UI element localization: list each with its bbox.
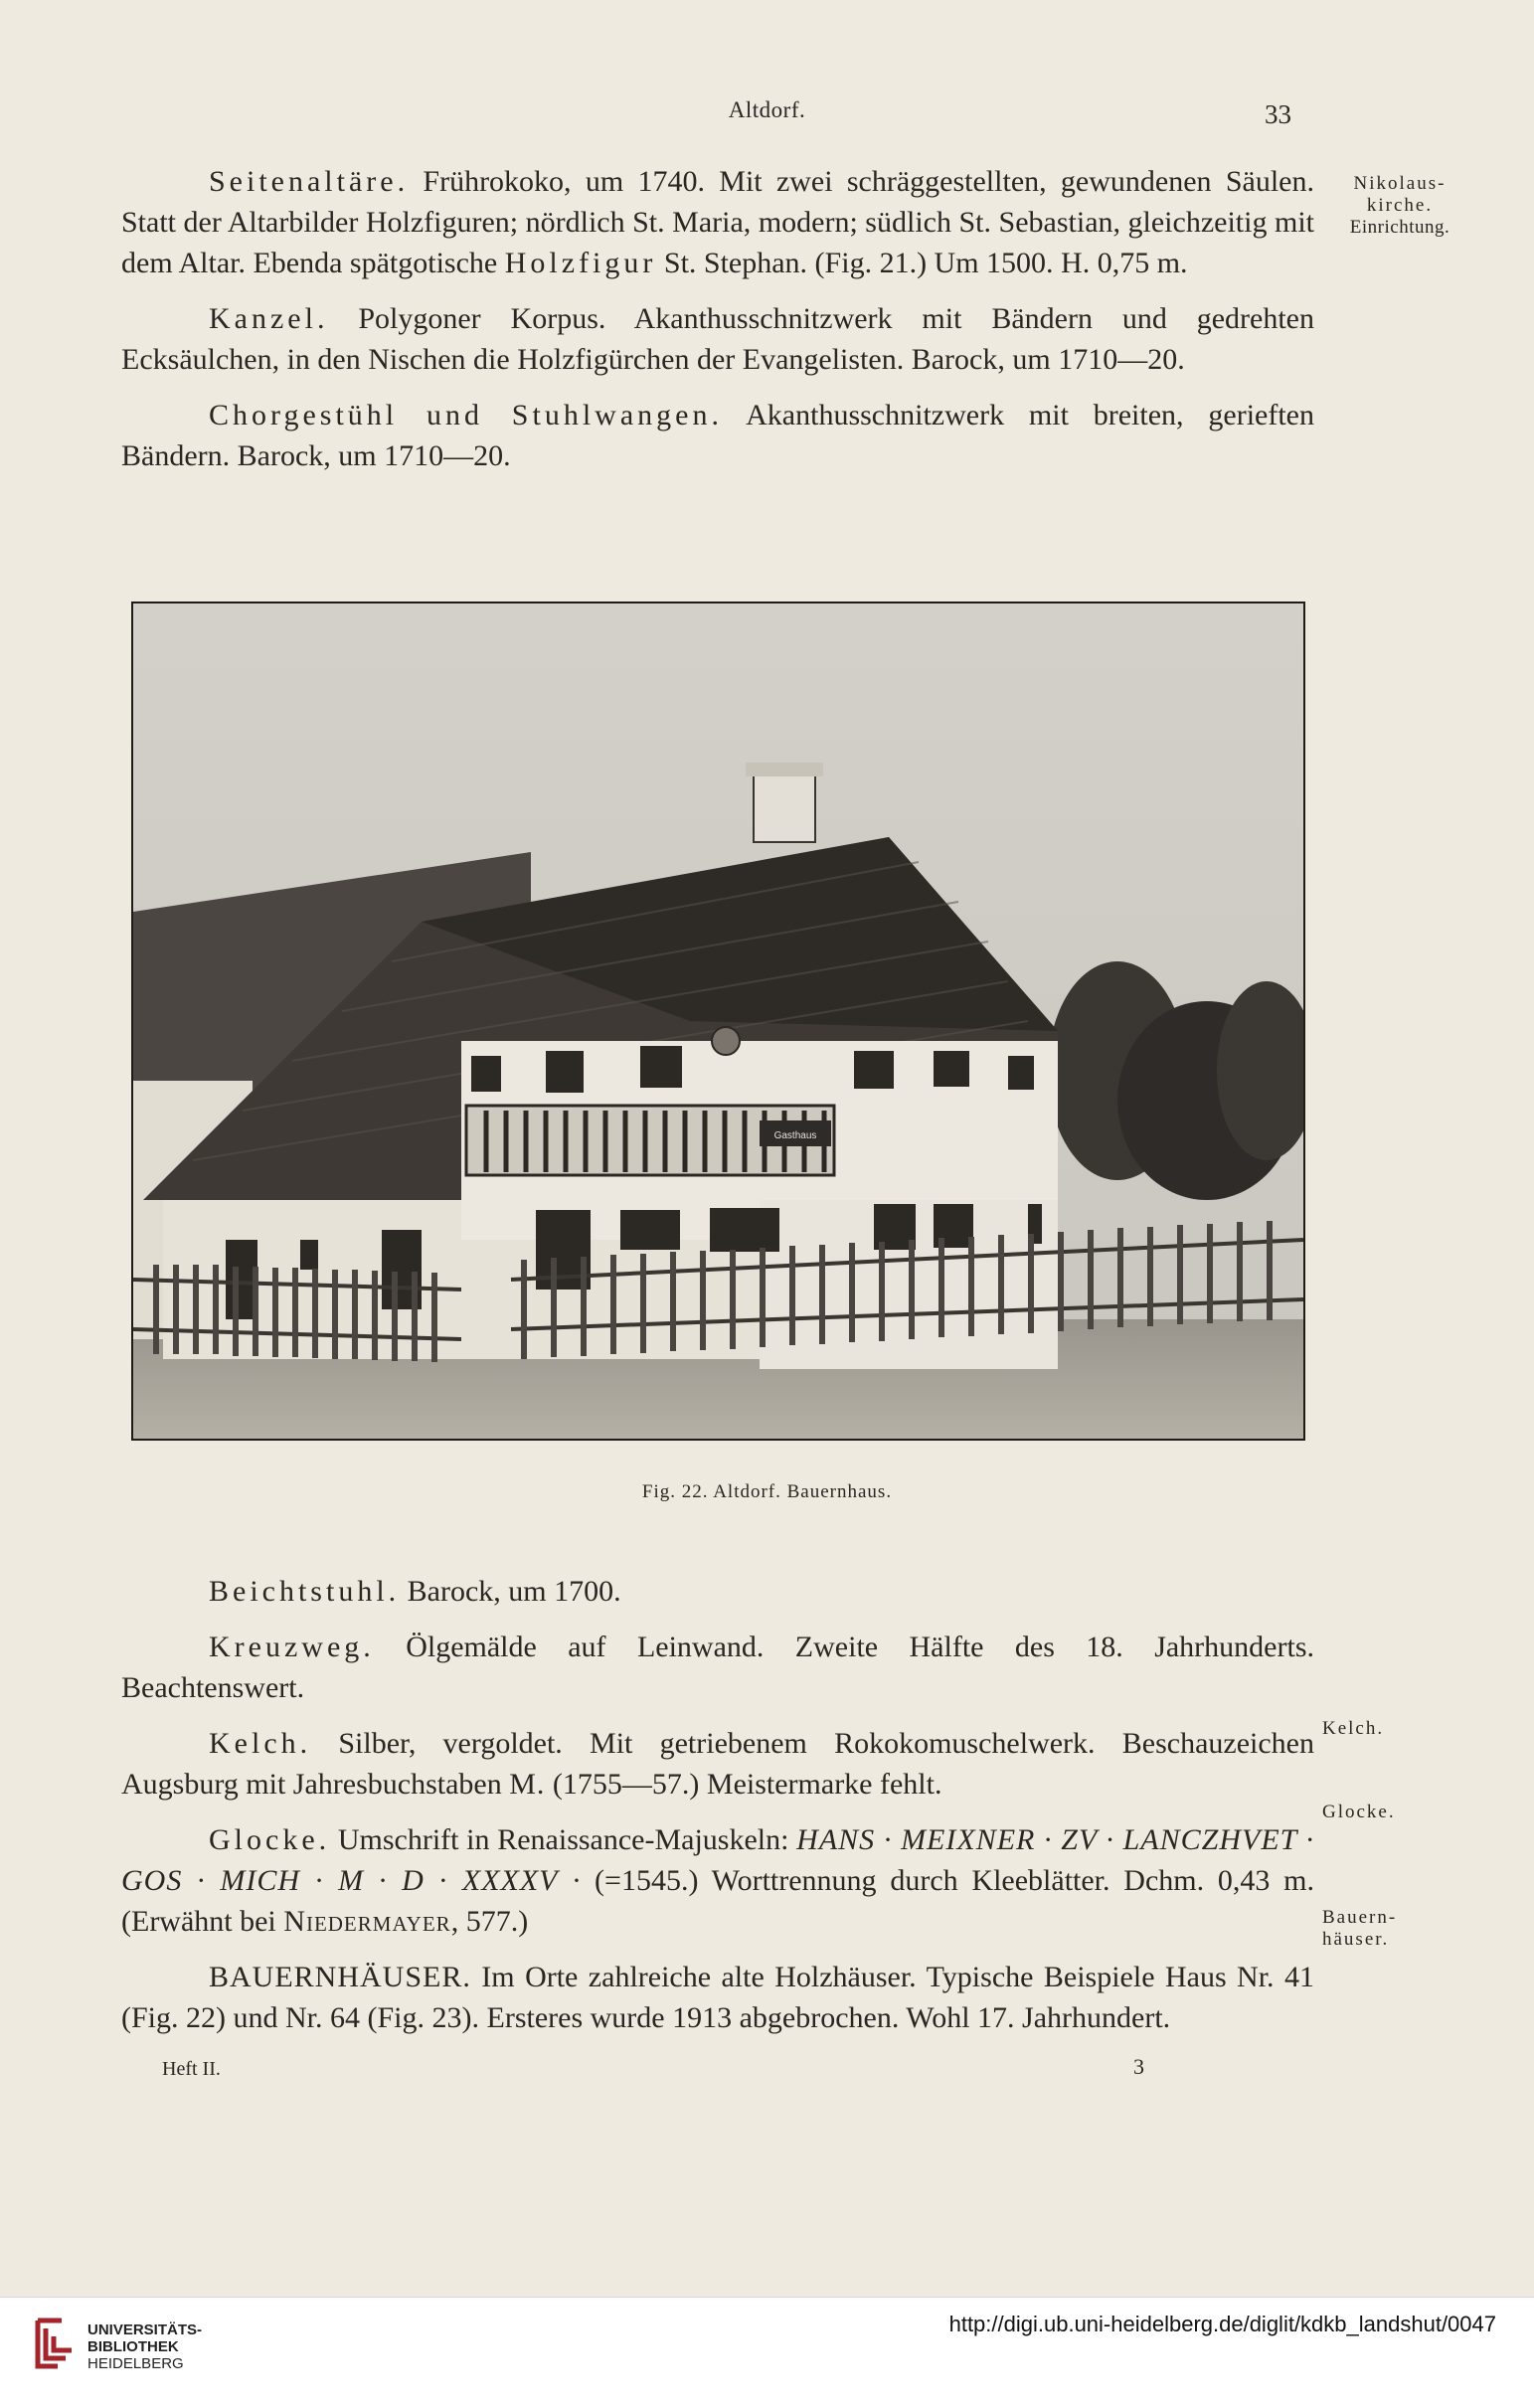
- paragraph-kelch: [121, 1723, 1314, 1805]
- text-beichtstuhl: Barock, um 1700.: [400, 1575, 621, 1608]
- hallmark-letter: M.: [509, 1768, 546, 1801]
- margin-note-line: Einrichtung.: [1349, 217, 1450, 238]
- text-kanzel: Polygoner Korpus. Akanthusschnitzwerk mit Bändern und gedrehten Ecksäulchen, in den Nischen die Holzfigürchen der Evangelisten. Barock, um 1710—20.: [121, 302, 1314, 376]
- lead-kanzel: Kanzel.: [209, 302, 329, 335]
- paragraph-bauernhaeuser: [121, 1957, 1314, 2038]
- lead-kelch: Kelch.: [209, 1727, 312, 1760]
- text-kelch-a: Silber, vergoldet. Mit getriebenem Rokokomuschelwerk. Beschauzeichen Augsburg mit Jahresbuchstaben: [121, 1727, 1314, 1801]
- running-title: Altdorf.: [728, 97, 806, 122]
- text-chorgestuehl: Akanthusschnitzwerk mit breiten, gerieften Bändern. Barock, um 1710—20.: [121, 399, 1314, 472]
- paragraph-kanzel: [121, 298, 1314, 380]
- paragraph-seitenaltaere: [121, 161, 1314, 283]
- bell-inscription: HANS · MEIXNER · ZV · LANCZHVET · GOS · MICH · M · D · XXXXV ·: [121, 1823, 1314, 1897]
- lead-bauernhaeuser: BAUERNHÄUSER.: [209, 1961, 471, 1993]
- library-name-line: UNIVERSITÄTS-: [87, 2322, 203, 2338]
- signature-mark: Heft II.: [162, 2058, 221, 2080]
- text-kreuzweg: Ölgemälde auf Leinwand. Zweite Hälfte des 18. Jahrhunderts. Beachtenswert.: [121, 1631, 1314, 1704]
- paragraph-glocke: [121, 1819, 1314, 1942]
- margin-note-line: Nikolaus-: [1353, 173, 1447, 194]
- text-seitenaltaere: Frührokoko, um 1740. Mit zwei schräggestellten, gewundenen Säulen. Statt der Altarbilder Holzfiguren; nördlich St. Maria, modern; südlich St. Sebastian, gleichzeitig mit dem Altar. Ebenda spätgotische: [121, 165, 1314, 279]
- bottom-text-block: [121, 1571, 1314, 2038]
- lead-seitenaltaere: Seitenaltäre.: [209, 165, 410, 198]
- chimney: [754, 773, 815, 842]
- margin-note-line: häuser.: [1322, 1929, 1390, 1950]
- page-number: 33: [1265, 99, 1291, 129]
- lead-kreuzweg: Kreuzweg.: [209, 1631, 375, 1663]
- author-name: Niedermayer: [283, 1905, 451, 1938]
- margin-note-bauernhaeuser: [1322, 1907, 1481, 1951]
- text-holzfigur: St. Stephan. (Fig. 21.) Um 1500. H. 0,75 m.: [656, 247, 1188, 279]
- margin-note-kelch: Kelch.: [1322, 1718, 1385, 1739]
- lead-glocke: Glocke.: [209, 1823, 331, 1856]
- library-name-line: HEIDELBERG: [87, 2355, 184, 2372]
- library-logo-icon: [32, 2317, 78, 2381]
- paragraph-chorgestuehl: [121, 395, 1314, 476]
- paragraph-beichtstuhl: [121, 1571, 1314, 1612]
- text-bauernhaeuser: Im Orte zahlreiche alte Holzhäuser. Typische Beispiele Haus Nr. 41 (Fig. 22) und Nr. 64 (Fig. 23). Ersteres wurde 1913 abgebrochen. Wohl 17. Jahrhundert.: [121, 1961, 1314, 2034]
- margin-note-line: kirche.: [1366, 195, 1434, 216]
- sheet-number: 3: [1133, 2054, 1144, 2079]
- margin-note-glocke: Glocke.: [1322, 1802, 1396, 1822]
- text-glocke-a: Umschrift in Renaissance-Majuskeln:: [330, 1823, 797, 1856]
- text-kelch-b: (1755—57.) Meistermarke fehlt.: [545, 1768, 942, 1801]
- lead-beichtstuhl: Beichtstuhl.: [209, 1575, 401, 1608]
- library-name: [87, 2322, 202, 2372]
- figure-photograph-farmhouse: [131, 602, 1305, 1441]
- text-glocke-c: , 577.): [450, 1905, 529, 1938]
- top-text-block: [121, 161, 1314, 476]
- inn-sign-text: Gasthaus: [773, 1130, 817, 1141]
- margin-note-nikolauskirche: [1320, 173, 1479, 239]
- lead-holzfigur: Holzfigur: [504, 247, 657, 279]
- lead-chorgestuehl: Chorgestühl und Stuhlwangen.: [209, 399, 723, 431]
- text-glocke-b: (=1545.) Worttrennung durch Kleeblätter. Dchm. 0,43 m. (Erwähnt bei: [121, 1864, 1314, 1938]
- source-url-link[interactable]: http://digi.ub.uni-heidelberg.de/diglit/kdkb_landshut/0047: [948, 2312, 1496, 2336]
- farmhouse-illustration: [133, 603, 1303, 1439]
- margin-note-line: Bauern-: [1322, 1907, 1398, 1928]
- figure-caption: Fig. 22. Altdorf. Bauernhaus.: [641, 1481, 893, 1502]
- library-name-line: BIBLIOTHEK: [87, 2338, 179, 2355]
- paragraph-kreuzweg: [121, 1627, 1314, 1708]
